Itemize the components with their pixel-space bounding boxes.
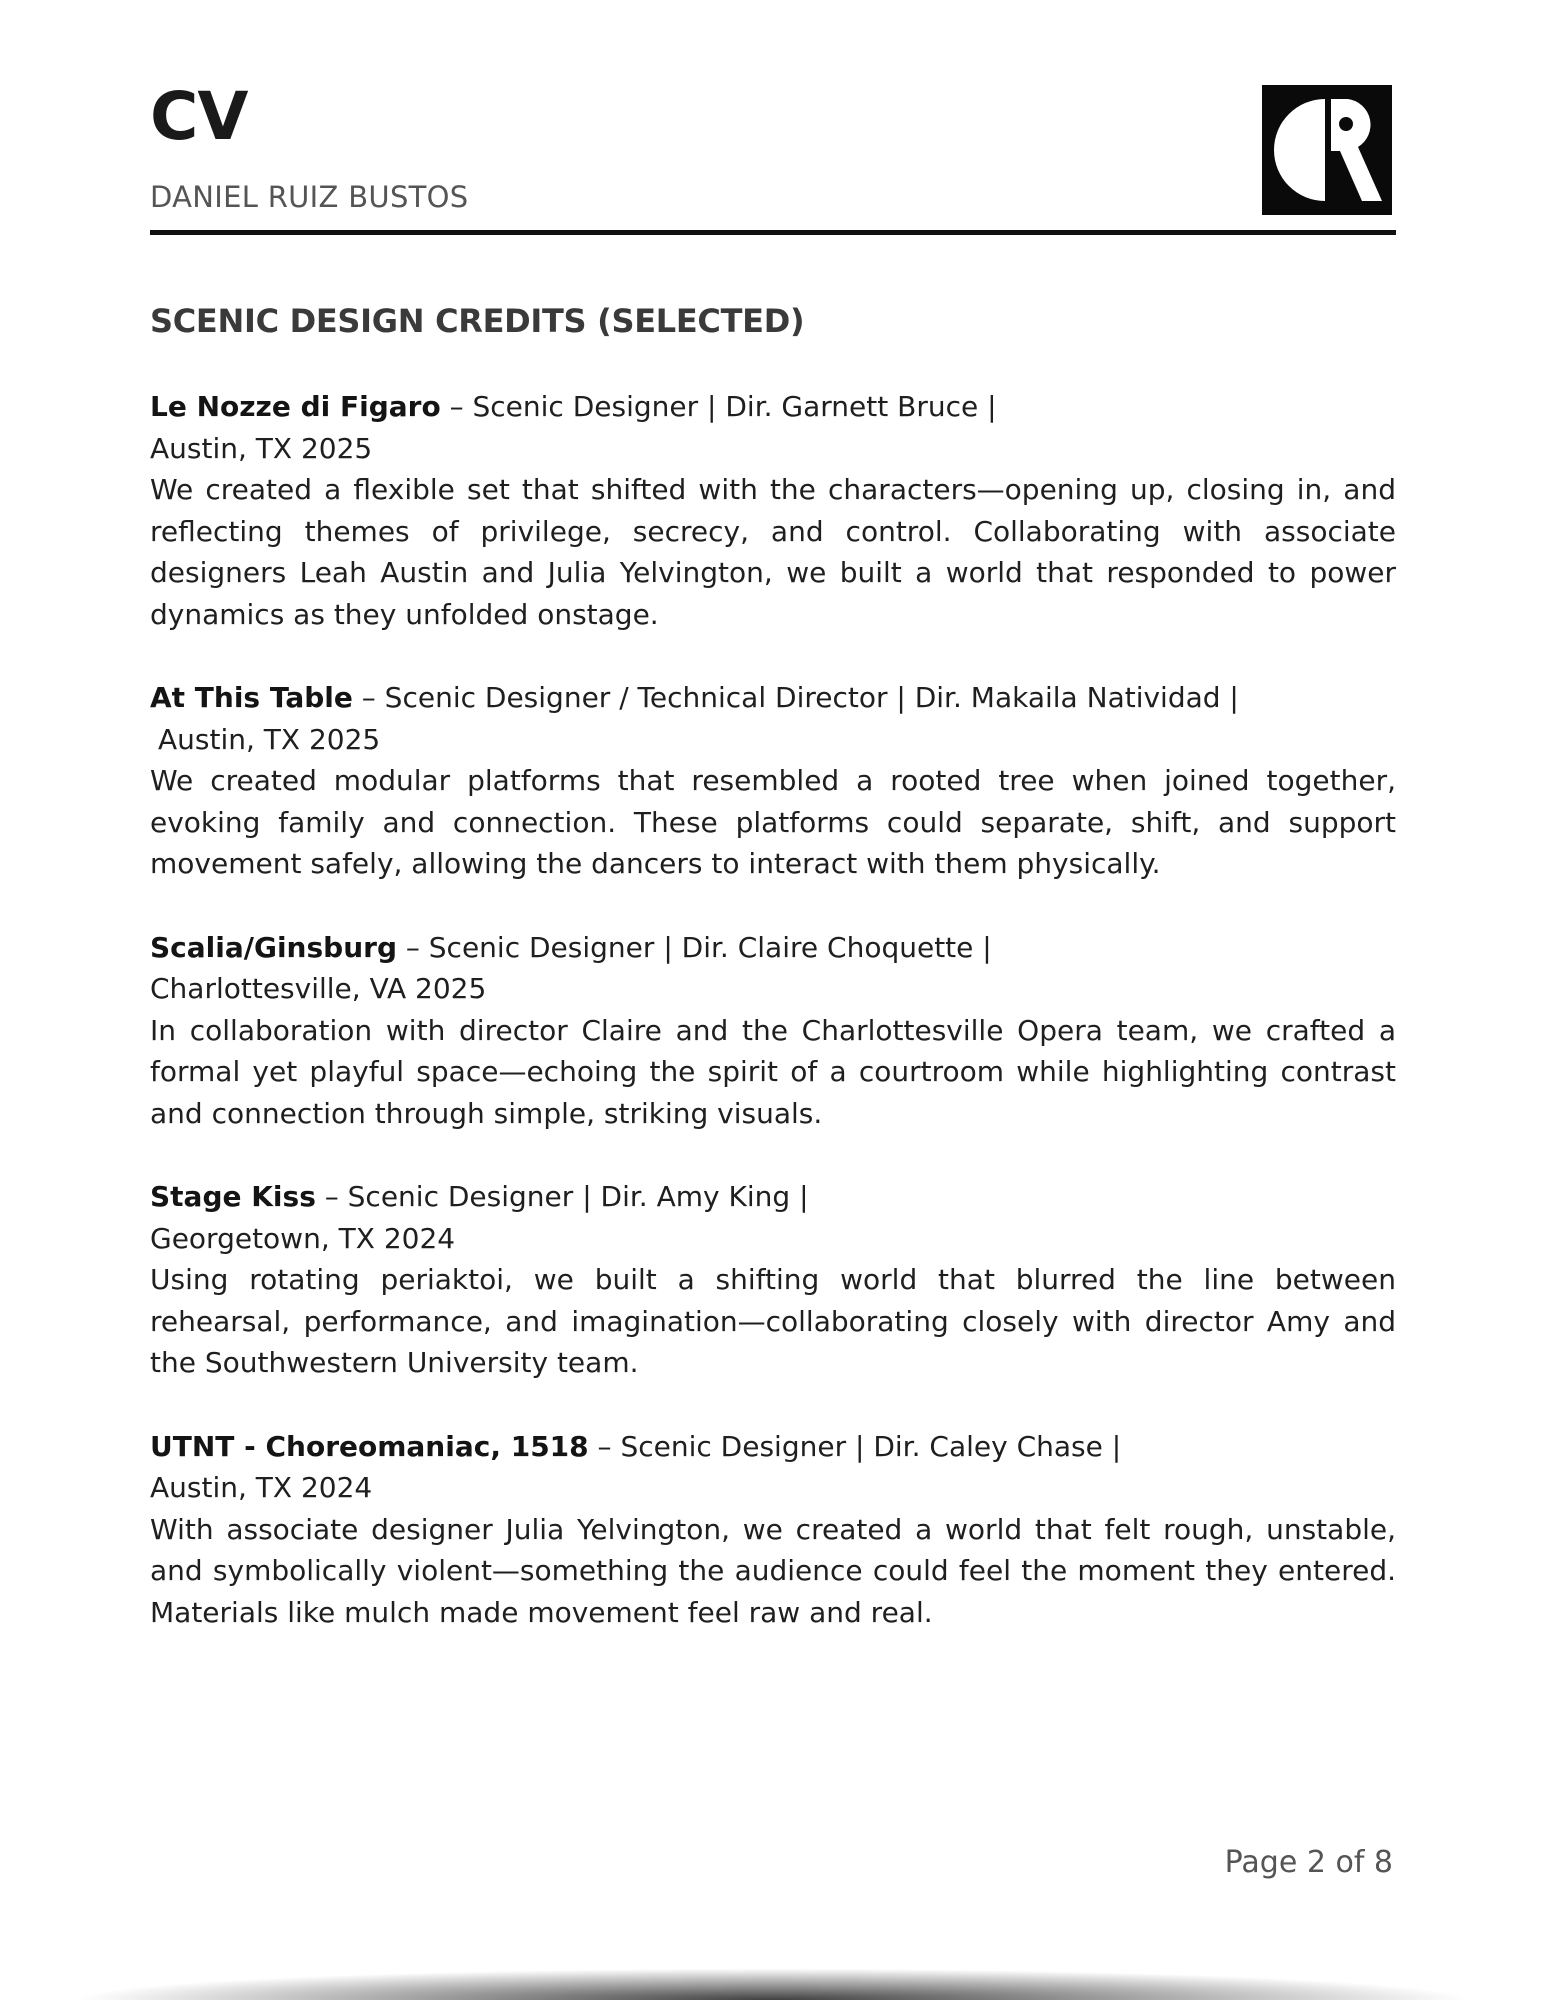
credit-entry [150,677,1396,885]
credit-description: Using rotating periaktoi, we built a shifting world that blurred the line between rehearsal, performance, and imagination—collaborating closely with director Amy and the Southwestern University team. [150,1263,1396,1379]
credit-title: Stage Kiss [150,1180,316,1213]
credit-location: Austin, TX 2025 [158,722,381,756]
credit-title: Le Nozze di Figaro [150,390,441,423]
page-bottom-shadow [0,1930,1545,2000]
credit-header-line [150,386,1396,428]
credit-location-row [150,719,1396,761]
credit-entry [150,1176,1396,1384]
credit-role: – Scenic Designer | Dir. Garnett Bruce | [440,390,997,423]
credit-entry [150,386,1396,635]
credit-entry [150,927,1396,1135]
credit-description: We created a flexible set that shifted with the characters—opening up, closing in, and reflecting themes of privilege, secrecy, and control. Collaborating with associate designers Leah Austin and Julia Yelvington, we built a world that responded to power dynamics as they unfolded onstage. [150,473,1396,631]
author-name: DANIEL RUIZ BUSTOS [150,180,469,214]
credit-title: Scalia/Ginsburg [150,930,397,964]
credit-header-line [150,677,1396,719]
credit-header-line [150,1176,1396,1218]
cr-monogram-logo-icon [1262,85,1392,215]
credit-description: With associate designer Julia Yelvington, we created a world that felt rough, unstable, and symbolically violent—something the audience could feel the moment they entered. Materials like mulch made movement feel raw and real. [150,1512,1396,1629]
document-header [150,80,1396,235]
section-heading: SCENIC DESIGN CREDITS (SELECTED) [150,302,805,340]
credit-location: Charlottesville, VA 2025 [150,972,487,1005]
credit-role: – Scenic Designer | Dir. Amy King | [315,1180,809,1213]
credit-role: – Scenic Designer | Dir. Claire Choquette | [396,930,992,964]
logo-graphic [1262,85,1392,215]
credit-entry [150,1426,1396,1634]
page-number: Page 2 of 8 [1224,1845,1393,1880]
credit-location: Georgetown, TX 2024 [150,1221,456,1255]
credit-header-line [150,1426,1396,1468]
credit-title: At This Table [150,681,353,714]
credits-list [150,386,1396,1675]
credit-title: UTNT - Choreomaniac, 1518 [150,1429,589,1463]
credit-header-line [150,927,1396,969]
credit-location: Austin, TX 2025 [150,431,373,465]
credit-role: – Scenic Designer / Technical Director | Dir. Makaila Natividad | [352,681,1239,714]
credit-description: We created modular platforms that resembled a rooted tree when joined together, evoking family and connection. These platforms could separate, shift, and support movement safely, allowing the dancers to interact with them physically. [150,764,1396,880]
header-divider [150,230,1396,235]
document-title: CV [150,78,248,155]
credit-role: – Scenic Designer | Dir. Caley Chase | [588,1429,1122,1463]
credit-location: Austin, TX 2024 [150,1471,373,1504]
credit-description: In collaboration with director Claire and the Charlottesville Opera team, we crafted a formal yet playful space—echoing the spirit of a courtroom while highlighting contrast and connection through simple, striking visuals. [150,1013,1396,1130]
